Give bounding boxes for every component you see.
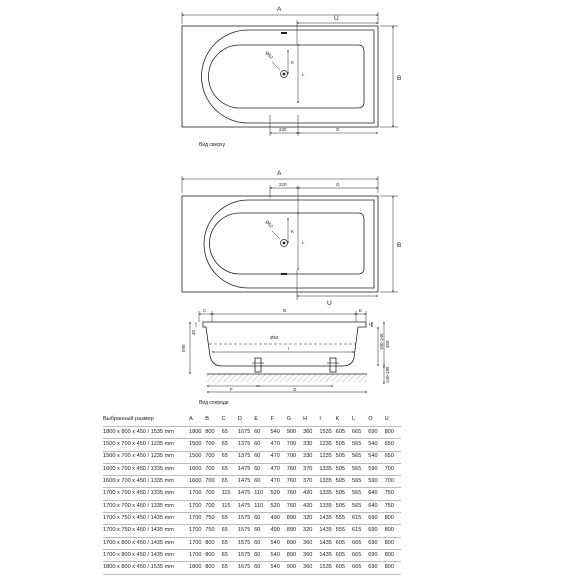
table-cell: 420 — [303, 488, 319, 500]
leg-right — [330, 358, 336, 372]
table-cell: 890 — [287, 525, 303, 537]
table-cell: 1700 — [189, 500, 205, 512]
table-cell: 800 — [385, 549, 401, 561]
table-cell: 1800 — [189, 562, 205, 574]
table-cell: 690 — [368, 427, 384, 439]
table-cell: 605 — [336, 562, 352, 574]
table-cell: 1675 — [238, 427, 254, 439]
table-cell: 60 — [254, 476, 270, 488]
column-header-g: G — [287, 414, 303, 427]
table-cell: 1600 — [189, 463, 205, 475]
dim-label-d: D — [283, 308, 287, 313]
table-cell: 700 — [385, 476, 401, 488]
dim-label-100: 100-145 — [379, 333, 384, 350]
table-cell-size: 1600 x 700 x 450 / 1335 mm — [103, 476, 189, 488]
table-row — [103, 427, 401, 439]
dim-label-b: B — [397, 242, 402, 249]
dim-label-f: F — [230, 387, 233, 392]
table-row — [103, 525, 401, 537]
table-cell: 1435 — [319, 525, 335, 537]
dim-label-d52: Ø52 — [270, 335, 279, 340]
table-cell: 605 — [336, 549, 352, 561]
dim-label-u: U — [334, 15, 339, 22]
table-cell: 470 — [270, 463, 286, 475]
table-row — [103, 513, 401, 525]
column-header-l: L — [352, 414, 368, 427]
table-cell: 665 — [352, 537, 368, 549]
table-cell: 590 — [368, 463, 384, 475]
table-cell: 110 — [254, 500, 270, 512]
floor — [207, 374, 367, 382]
table-cell: 760 — [287, 476, 303, 488]
table-cell: 360 — [303, 562, 319, 574]
table-cell: 800 — [385, 525, 401, 537]
table-cell: 605 — [336, 537, 352, 549]
top-view-mirrored — [182, 176, 398, 300]
tub-basin — [202, 30, 375, 123]
table-cell: 1700 — [189, 525, 205, 537]
table-cell: 700 — [385, 463, 401, 475]
dimensions-table — [103, 414, 401, 575]
table-cell-size: 1500 x 700 x 450 / 1235 mm — [103, 439, 189, 451]
table-cell: 65 — [222, 427, 238, 439]
table-cell: 565 — [352, 500, 368, 512]
table-cell: 65 — [222, 513, 238, 525]
table-cell: 700 — [287, 439, 303, 451]
table-cell: 505 — [336, 488, 352, 500]
table-cell: 65 — [222, 463, 238, 475]
table-cell: 1700 — [189, 513, 205, 525]
table-cell: 1800 — [189, 427, 205, 439]
table-cell: 520 — [270, 488, 286, 500]
table-cell: 370 — [303, 476, 319, 488]
table-cell: 565 — [352, 463, 368, 475]
dim-label-b: B — [397, 75, 402, 82]
table-cell: 800 — [385, 427, 401, 439]
table-cell: 690 — [368, 513, 384, 525]
table-cell: 330 — [303, 439, 319, 451]
table-cell-size: 1700 x 700 x 450 / 1335 mm — [103, 500, 189, 512]
table-cell: 665 — [352, 562, 368, 574]
table-cell: 800 — [205, 427, 221, 439]
overflow — [281, 273, 287, 275]
dim-label-h: H — [369, 322, 373, 327]
dim-label-o: O — [336, 182, 340, 187]
table-cell: 360 — [303, 549, 319, 561]
table-cell: 520 — [270, 500, 286, 512]
table-cell: 750 — [385, 500, 401, 512]
table-cell: 760 — [287, 463, 303, 475]
table-cell: 540 — [270, 562, 286, 574]
table-cell: 505 — [336, 451, 352, 463]
column-header-u: U — [385, 414, 401, 427]
column-header-b: B — [205, 414, 221, 427]
table-cell: 900 — [287, 562, 303, 574]
caption-front-view: Вид спереди — [199, 400, 229, 406]
table-cell: 60 — [254, 427, 270, 439]
table-cell-size: 1700 x 800 x 450 / 1435 mm — [103, 549, 189, 561]
table-cell: 615 — [352, 525, 368, 537]
table-cell: 330 — [303, 451, 319, 463]
tub-outline — [182, 26, 378, 127]
table-cell: 750 — [205, 525, 221, 537]
table-cell: 60 — [254, 525, 270, 537]
table-cell: 565 — [352, 439, 368, 451]
table-cell: 700 — [205, 451, 221, 463]
table-cell: 60 — [254, 513, 270, 525]
table-cell: 1435 — [319, 513, 335, 525]
table-cell: 115 — [222, 488, 238, 500]
table-cell: 60 — [254, 463, 270, 475]
table-cell: 760 — [287, 488, 303, 500]
table-row — [103, 451, 401, 463]
table-cell: 505 — [336, 500, 352, 512]
tub-outline — [182, 196, 378, 292]
table-cell: 800 — [385, 562, 401, 574]
dim-label-590: 590 — [181, 344, 186, 352]
table-cell: 420 — [303, 500, 319, 512]
table-cell: 505 — [336, 476, 352, 488]
table-cell: 690 — [368, 537, 384, 549]
table-cell: 565 — [352, 451, 368, 463]
table-cell: 320 — [303, 525, 319, 537]
dim-label-d52: Ø52 — [264, 219, 275, 229]
table-cell-size: 1700 x 700 x 450 / 1335 mm — [103, 488, 189, 500]
table-cell: 690 — [368, 562, 384, 574]
table-row — [103, 439, 401, 451]
table-cell: 1475 — [238, 476, 254, 488]
table-cell: 1575 — [238, 513, 254, 525]
table-header-row — [103, 414, 401, 427]
table-cell: 60 — [254, 549, 270, 561]
table-cell: 65 — [222, 537, 238, 549]
table-cell: 690 — [368, 525, 384, 537]
table-cell: 1700 — [189, 488, 205, 500]
table-cell: 65 — [222, 451, 238, 463]
table-cell-size: 1700 x 800 x 450 / 1435 mm — [103, 537, 189, 549]
table-row — [103, 549, 401, 561]
column-header-f: F — [270, 414, 286, 427]
table-cell: 640 — [368, 488, 384, 500]
table-cell: 60 — [254, 537, 270, 549]
dim-label-a: A — [277, 6, 282, 13]
column-header-o: O — [368, 414, 384, 427]
dim-label-l: L — [302, 72, 305, 77]
table-cell: 370 — [303, 463, 319, 475]
table-cell: 1575 — [238, 525, 254, 537]
table-cell: 800 — [205, 549, 221, 561]
table-cell: 690 — [368, 549, 384, 561]
table-row — [103, 488, 401, 500]
dim-label-g: G — [293, 387, 297, 392]
dim-label-k: K — [291, 60, 295, 65]
table-cell: 890 — [287, 549, 303, 561]
table-cell: 1500 — [189, 451, 205, 463]
table-cell: 65 — [222, 476, 238, 488]
table-cell: 1700 — [189, 537, 205, 549]
table-cell: 65 — [222, 562, 238, 574]
table-cell-size: 1800 x 800 x 450 / 1535 mm — [103, 427, 189, 439]
table-cell: 505 — [336, 463, 352, 475]
table-cell: 540 — [270, 549, 286, 561]
table-cell: 700 — [287, 451, 303, 463]
dim-label-k: K — [291, 229, 295, 234]
table-cell: 360 — [303, 537, 319, 549]
overflow — [281, 32, 287, 34]
table-cell: 1475 — [238, 500, 254, 512]
table-cell: 890 — [287, 513, 303, 525]
table-cell-size: 1800 x 800 x 450 / 1535 mm — [103, 562, 189, 574]
table-row — [103, 537, 401, 549]
table-cell: 1535 — [319, 562, 335, 574]
dim-label-45: 45 — [191, 329, 196, 335]
table-cell: 65 — [222, 439, 238, 451]
table-cell: 1500 — [189, 439, 205, 451]
table-cell: 470 — [270, 476, 286, 488]
table-cell: 490 — [270, 513, 286, 525]
table-cell: 1335 — [319, 488, 335, 500]
table-cell: 1675 — [238, 562, 254, 574]
leg-left — [255, 358, 261, 372]
table-cell: 540 — [270, 427, 286, 439]
table-cell-size: 1700 x 750 x 450 / 1435 mm — [103, 513, 189, 525]
dim-label-e: E — [359, 308, 363, 313]
table-cell: 540 — [368, 451, 384, 463]
column-header-i: I — [319, 414, 335, 427]
caption-top-view: Вид сверху — [199, 142, 226, 148]
table-cell: 540 — [368, 439, 384, 451]
table-cell: 360 — [303, 427, 319, 439]
front-view — [190, 311, 384, 392]
table-cell: 1375 — [238, 439, 254, 451]
column-header-k: K — [336, 414, 352, 427]
tub-bottom — [209, 213, 364, 274]
table-cell: 565 — [352, 476, 368, 488]
dim-label-u: U — [327, 300, 332, 307]
table-cell: 1235 — [319, 451, 335, 463]
table-cell: 60 — [254, 562, 270, 574]
table-cell: 750 — [205, 513, 221, 525]
table-cell: 1335 — [319, 500, 335, 512]
table-cell: 540 — [270, 537, 286, 549]
table-cell: 60 — [254, 439, 270, 451]
column-header-a: A — [189, 414, 205, 427]
column-header-h: H — [303, 414, 319, 427]
table-cell: 665 — [352, 427, 368, 439]
table-cell: 650 — [385, 451, 401, 463]
table-cell: 750 — [385, 488, 401, 500]
dim-label-l: L — [302, 240, 305, 245]
dim-label-d52: Ø52 — [264, 50, 275, 60]
dim-label-140: 140-185 — [385, 366, 390, 383]
table-cell: 110 — [254, 488, 270, 500]
dim-label-c: C — [203, 308, 207, 313]
table-cell: 470 — [270, 439, 286, 451]
top-view — [182, 12, 398, 136]
table-cell: 800 — [205, 537, 221, 549]
table-cell: 700 — [205, 463, 221, 475]
table-cell-size: 1500 x 700 x 450 / 1235 mm — [103, 451, 189, 463]
column-header-size: Выбранный размер — [103, 414, 189, 427]
table-cell: 1600 — [189, 476, 205, 488]
dim-label-220: 220 — [279, 127, 287, 132]
dim-label-450: 450 — [385, 340, 390, 348]
table-cell: 700 — [205, 500, 221, 512]
table-cell: 900 — [287, 427, 303, 439]
table-cell: 650 — [385, 439, 401, 451]
dim-label-a: A — [277, 170, 282, 177]
column-header-e: E — [254, 414, 270, 427]
dim-label-o: O — [336, 127, 340, 132]
table-cell: 1375 — [238, 451, 254, 463]
table-cell: 760 — [287, 500, 303, 512]
table-cell: 1335 — [319, 476, 335, 488]
table-cell: 1235 — [319, 439, 335, 451]
table-row — [103, 500, 401, 512]
table-cell: 605 — [336, 427, 352, 439]
table-cell: 555 — [336, 513, 352, 525]
table-cell: 65 — [222, 525, 238, 537]
table-cell-size: 1600 x 700 x 450 / 1335 mm — [103, 463, 189, 475]
table-cell: 615 — [352, 513, 368, 525]
table-cell: 1475 — [238, 488, 254, 500]
table-cell: 1535 — [319, 427, 335, 439]
table-cell: 320 — [303, 513, 319, 525]
table-cell-size: 1700 x 750 x 450 / 1435 mm — [103, 525, 189, 537]
table-cell: 800 — [385, 513, 401, 525]
table-cell: 65 — [222, 549, 238, 561]
table-row — [103, 476, 401, 488]
table-cell: 555 — [336, 525, 352, 537]
table-cell: 1435 — [319, 549, 335, 561]
table-cell: 1575 — [238, 549, 254, 561]
column-header-c: C — [222, 414, 238, 427]
table-cell: 640 — [368, 500, 384, 512]
table-cell: 565 — [352, 488, 368, 500]
table-cell: 590 — [368, 476, 384, 488]
table-cell: 800 — [385, 537, 401, 549]
table-cell: 1435 — [319, 537, 335, 549]
table-cell: 1575 — [238, 537, 254, 549]
table-cell: 700 — [205, 476, 221, 488]
dim-label-220: 220 — [279, 182, 287, 187]
table-cell: 1700 — [189, 549, 205, 561]
table-cell: 470 — [270, 451, 286, 463]
table-cell: 890 — [287, 537, 303, 549]
table-cell: 490 — [270, 525, 286, 537]
table-cell: 700 — [205, 488, 221, 500]
dim-label-i: I — [288, 346, 290, 351]
table-cell: 60 — [254, 451, 270, 463]
table-cell: 800 — [205, 562, 221, 574]
table-cell: 1335 — [319, 463, 335, 475]
table-cell: 505 — [336, 439, 352, 451]
column-header-d: D — [238, 414, 254, 427]
table-cell: 115 — [222, 500, 238, 512]
table-cell: 665 — [352, 549, 368, 561]
table-cell: 1475 — [238, 463, 254, 475]
table-cell: 700 — [205, 439, 221, 451]
table-row — [103, 463, 401, 475]
